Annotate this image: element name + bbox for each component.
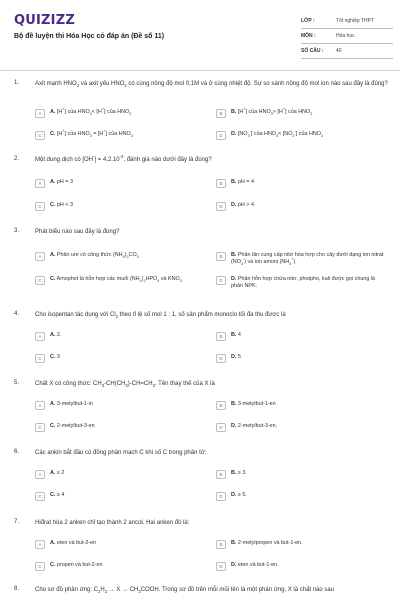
option-text: C. pH < 3 — [50, 202, 73, 208]
meta-row-class — [301, 14, 393, 29]
option-text: D. 2-metylbut-3-en. — [231, 423, 278, 429]
question-text: Các ankin bắt đầu có đồng phân mạch C khi số C trong phân tử: — [35, 450, 207, 456]
option-letter-badge: B — [216, 540, 226, 549]
document-title: Bộ đề luyện thi Hóa Học có đáp án (Đề số 11) — [14, 33, 165, 40]
option-text: D. $[NO_3^-]$ của $HNO_3< [NO_2^-]$ của $HNO_2$ — [231, 129, 324, 139]
meta-row-count — [301, 44, 393, 59]
option-letter-badge: D — [216, 423, 226, 432]
option-letter-badge: A — [35, 332, 45, 341]
option-text: B. 4 — [231, 332, 241, 338]
option-letter-badge: B — [216, 109, 226, 118]
question-text: Phát biểu nào sau đây là đúng? — [35, 229, 120, 235]
option-letter-badge: C — [35, 354, 45, 363]
question-text: Cho sơ đồ phản ứng: $C_2H_2 \to X$ → $CH_3COOH$. Trong sơ đồ trên mỗi mũi tên là một phản ứng, X là chất nào sau — [35, 587, 335, 595]
option-b[interactable] — [216, 470, 386, 479]
option-text: D. ≥ 5. — [231, 492, 247, 498]
option-letter-badge: D — [216, 562, 226, 571]
option-text: C. [H+] của $HNO_3 = [H^+]$ của $HNO_2$ — [50, 129, 133, 139]
option-text: C. propen và but-2-en — [50, 562, 103, 568]
option-c[interactable] — [35, 492, 205, 501]
option-letter-badge: D — [216, 276, 226, 285]
option-d[interactable] — [216, 131, 386, 140]
option-b[interactable] — [216, 179, 386, 188]
option-b[interactable] — [216, 109, 386, 118]
question-text: Axit mạnh $HNO_3$ và axit yếu $HNO_2$ có cùng nồng độ mol 0,1M và ở cùng nhiệt độ. Sự so sánh nồng độ mol ion nào sau đây là đúng? — [35, 81, 388, 89]
question-number: 7. — [14, 519, 20, 525]
option-letter-badge: B — [216, 401, 226, 410]
option-text: D. pH > 4 — [231, 202, 254, 208]
option-d[interactable] — [216, 492, 386, 501]
option-b[interactable] — [216, 540, 386, 549]
option-letter-badge: D — [216, 131, 226, 140]
option-text: A. 3-metylbut-1-in — [50, 401, 93, 407]
option-a[interactable] — [35, 332, 205, 341]
meta-value: Tốt nghiệp THPT — [336, 18, 374, 24]
option-text: A. 2. — [50, 332, 62, 338]
meta-value: Hóa học — [336, 33, 355, 39]
option-a[interactable] — [35, 401, 205, 410]
option-d[interactable] — [216, 276, 386, 290]
option-text: B. pH = 4 — [231, 179, 254, 185]
option-letter-badge: C — [35, 276, 45, 285]
option-d[interactable] — [216, 423, 386, 432]
question-text: Cho isopentan tác dụng với $Cl_2$ theo tỉ lệ số mol 1 : 1, số sản phẩm monoclo tối đa thu được là — [35, 312, 286, 320]
meta-label: LỚP : — [301, 18, 315, 24]
option-text: A. Phân ure có công thức $(NH_4)_2CO_3$ — [50, 252, 139, 260]
option-d[interactable] — [216, 354, 386, 363]
option-letter-badge: B — [216, 252, 226, 261]
option-d[interactable] — [216, 562, 386, 571]
option-letter-badge: A — [35, 470, 45, 479]
option-d[interactable] — [216, 202, 386, 211]
option-letter-badge: D — [216, 202, 226, 211]
option-b[interactable] — [216, 401, 386, 410]
option-a[interactable] — [35, 179, 205, 188]
option-text: D. eten và but-1-en. — [231, 562, 279, 568]
option-letter-badge: B — [216, 332, 226, 341]
question-text: Một dung dịch có $[OH^-] = 4,2.10^{-3}$, đánh giá nào dưới đây là đúng? — [35, 154, 212, 163]
option-text: A. ≥ 2 — [50, 470, 65, 476]
meta-row-subject — [301, 29, 393, 44]
option-letter-badge: A — [35, 179, 45, 188]
option-a[interactable] — [35, 252, 205, 261]
meta-label: MÔN : — [301, 33, 316, 39]
option-text: B. 2-metylpropen và but-1-en. — [231, 540, 303, 546]
option-letter-badge: B — [216, 470, 226, 479]
option-letter-badge: D — [216, 492, 226, 501]
option-letter-badge: D — [216, 354, 226, 363]
question-number: 8. — [14, 586, 20, 592]
meta-table — [301, 14, 393, 59]
option-letter-badge: C — [35, 492, 45, 501]
question-text: Chất X có công thức: $CH_3-CH(CH_3)-CH=CH_2$. Tên thay thế của X là — [35, 381, 215, 389]
option-letter-badge: C — [35, 562, 45, 571]
option-c[interactable] — [35, 562, 205, 571]
option-a[interactable] — [35, 540, 205, 549]
option-text: A. pH = 3 — [50, 179, 73, 185]
option-text: C. ≥ 4 — [50, 492, 65, 498]
question-number: 1. — [14, 80, 20, 86]
meta-value: 40 — [336, 48, 342, 54]
meta-label: SỐ CÂU : — [301, 48, 324, 54]
option-text: C. 2-metylbut-3-en — [50, 423, 95, 429]
option-b[interactable] — [216, 332, 386, 341]
option-text: C. 3 — [50, 354, 60, 360]
option-c[interactable] — [35, 423, 205, 432]
option-a[interactable] — [35, 470, 205, 479]
quizizz-logo: QUIZIZZ — [14, 13, 75, 28]
question-number: 2. — [14, 156, 20, 162]
option-letter-badge: B — [216, 179, 226, 188]
option-letter-badge: C — [35, 423, 45, 432]
option-letter-badge: A — [35, 540, 45, 549]
document-header — [0, 0, 400, 68]
option-text: B. [H+] của $HNO_3> [H^+]$ của $HNO_2$ — [231, 107, 313, 117]
option-letter-badge: C — [35, 131, 45, 140]
option-c[interactable] — [35, 276, 205, 285]
option-letter-badge: C — [35, 202, 45, 211]
option-a[interactable] — [35, 109, 205, 118]
option-c[interactable] — [35, 354, 205, 363]
option-text: A. eten và but-2-en — [50, 540, 97, 546]
option-c[interactable] — [35, 131, 205, 140]
option-b[interactable] — [216, 252, 386, 266]
question-number: 4. — [14, 311, 20, 317]
header-divider — [0, 70, 400, 71]
question-number: 5. — [14, 380, 20, 386]
option-text: B. Phân lân cung cấp nitơ hóa hợp cho cây dưới dạng ion nitrat $(NO_3^-)$ và ion amoni $(NH_4^+)$. — [231, 252, 384, 267]
question-number: 6. — [14, 449, 20, 455]
option-text: D. 5 — [231, 354, 241, 360]
option-letter-badge: A — [35, 252, 45, 261]
question-number: 3. — [14, 228, 20, 234]
question-text: Hiđrat hóa 2 anken chỉ tạo thành 2 ancol. Hai anken đó là: — [35, 520, 190, 526]
option-text: B. 3-metylbut-1-en — [231, 401, 276, 407]
option-text: A. [H+] của $HNO_3< [H^+]$ của $HNO_2$ — [50, 107, 132, 117]
option-text: D. Phân hỗn hợp chứa nitơ, photpho, kali được gọi chung là phân NPK. — [231, 276, 376, 289]
option-c[interactable] — [35, 202, 205, 211]
option-text: C. Amophot là hỗn hợp các muối $(NH_4)_2HPO_4$ và $KNO_3$ — [50, 276, 182, 284]
option-letter-badge: A — [35, 109, 45, 118]
option-letter-badge: A — [35, 401, 45, 410]
option-text: B. ≥ 3. — [231, 470, 247, 476]
